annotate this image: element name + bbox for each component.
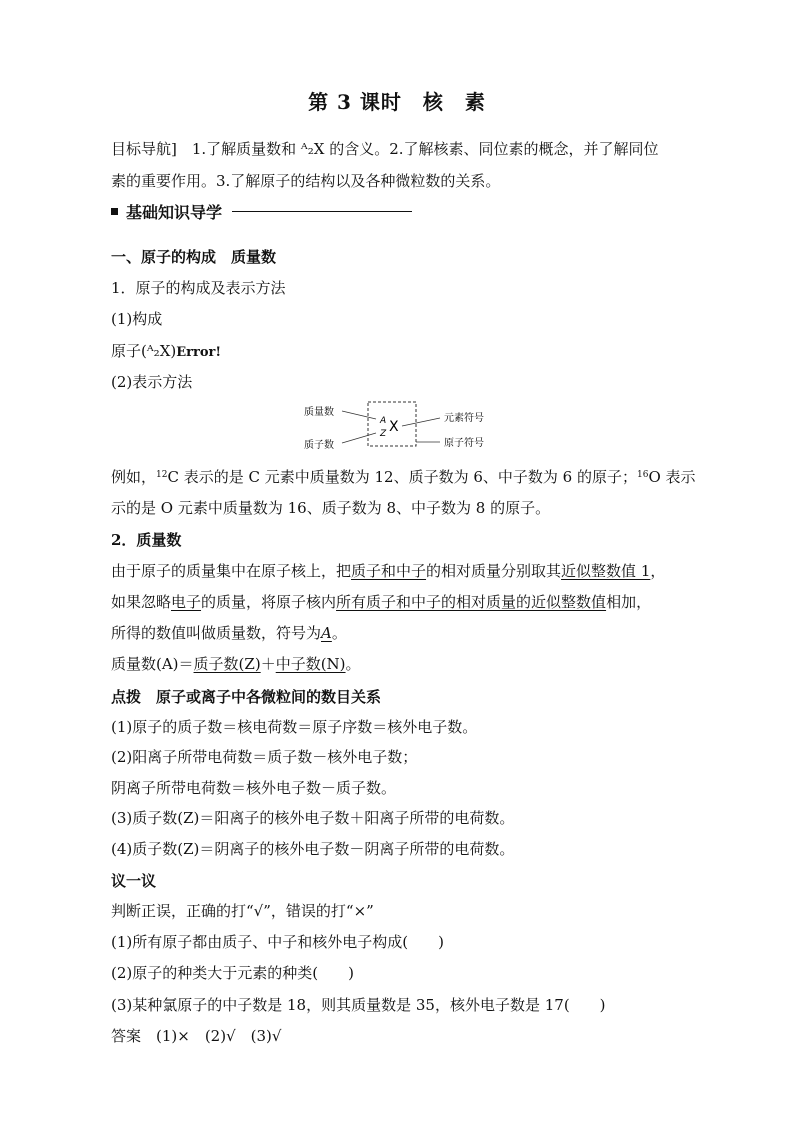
para3-text-a: 所得的数值叫做质量数，符号为: [111, 624, 322, 642]
answer-line: 答案 (1)× (2)√ (3)√: [111, 1027, 282, 1045]
composition-symbol: ᴬ₂X: [146, 342, 171, 360]
element-pointer-line: [402, 418, 440, 426]
question-2: (2)原子的种类大于元素的种类( ): [111, 964, 354, 982]
para2-text-a: 如果忽略: [111, 593, 172, 611]
proton-number-label: 质子数: [304, 440, 334, 451]
mass-number-para-2: [111, 591, 651, 612]
section-heading: [111, 200, 412, 223]
tip-line-1: (1)原子的质子数＝核电荷数＝原子序数＝核外电子数。: [111, 718, 478, 736]
para1-underline-1: 质子和中子: [351, 562, 427, 580]
example-text-a: 例如，: [111, 468, 157, 486]
para1-underline-2: 近似整数值 1: [561, 562, 651, 580]
part2-heading: 2．质量数: [111, 531, 182, 549]
question-1: (1)所有原子都由质子、中子和核外电子构成( ): [111, 933, 444, 951]
tip-line-5: (4)质子数(Z)＝阴离子的核外电子数－阴离子所带的电荷数。: [111, 840, 515, 858]
discuss-heading: 议一议: [111, 872, 157, 890]
composition-line: [111, 340, 221, 361]
part1-sub1: 1．原子的构成及表示方法: [111, 279, 286, 297]
nuclide-notation-diagram: [300, 398, 500, 454]
tip-line-2: (2)阳离子所带电荷数＝质子数－核外电子数；: [111, 748, 418, 766]
element-symbol-label: 元素符号: [444, 413, 484, 424]
example-text-b: C 表示的是 C 元素中质量数为 12、质子数为 6、中子数为 6 的原子；: [167, 468, 637, 486]
part1-item2: (2)表示方法: [111, 373, 193, 391]
tip-line-4: (3)质子数(Z)＝阳离子的核外电子数＋阳离子所带的电荷数。: [111, 809, 515, 827]
example-line-1: [111, 466, 696, 487]
tip-line-3: 阴离子所带电荷数＝核外电子数－质子数。: [111, 779, 397, 797]
para2-text-c: 相加，: [606, 593, 652, 611]
part1-heading: 一、原子的构成 质量数: [111, 248, 277, 266]
para1-text-b: 的相对质量分别取其: [426, 562, 562, 580]
formula-text-a: 质量数(A)＝: [111, 655, 194, 673]
a-letter: A: [380, 416, 387, 426]
atom-symbol-label: 原子符号: [444, 438, 484, 449]
tip-heading: 点拨 原子或离子中各微粒间的数目关系: [111, 688, 382, 706]
part1-item1: (1)构成: [111, 310, 163, 328]
page-title: 第 3 课时 核 素: [308, 90, 486, 114]
objectives-line-2: 素的重要作用。3.了解原子的结构以及各种微粒数的关系。: [111, 172, 501, 190]
para2-underline-1: 电子: [171, 593, 202, 611]
x-letter: X: [389, 419, 399, 435]
discuss-instruction: 判断正误，正确的打“√”，错误的打“×”: [111, 902, 374, 920]
mass-number-para-1: [111, 560, 665, 581]
composition-prefix: 原子(: [111, 342, 147, 360]
example-line-2: 示的是 O 元素中质量数为 16、质子数为 8、中子数为 8 的原子。: [111, 499, 551, 517]
square-bullet-icon: [111, 208, 118, 215]
composition-error: Error!: [176, 345, 222, 360]
formula-underline-2: 中子数(N): [275, 655, 346, 673]
carbon-mass-superscript: 12: [156, 470, 168, 480]
formula-underline-1: 质子数(Z): [193, 655, 261, 673]
oxygen-mass-superscript: 16: [636, 470, 649, 480]
section-heading-text: 基础知识导学: [126, 203, 223, 222]
para3-underline-1: A: [321, 624, 332, 642]
example-text-c: O 表示: [648, 468, 696, 486]
proton-pointer-line: [342, 433, 376, 443]
objectives-line-1: 目标导航] 1.了解质量数和 ᴬ₂X 的含义。2.了解核素、同位素的概念，并了解同位: [111, 140, 659, 158]
para1-text-c: ，: [650, 562, 666, 580]
mass-number-para-3: [111, 622, 347, 643]
z-letter: Z: [380, 429, 387, 439]
para2-underline-2: 所有质子和中子的相对质量的近似整数值: [336, 593, 607, 611]
para2-text-b: 的质量，将原子核内: [201, 593, 337, 611]
mass-number-label: 质量数: [304, 407, 334, 418]
question-3: (3)某种氯原子的中子数是 18，则其质量数是 35，核外电子数是 17( ): [111, 996, 606, 1014]
formula-text-c: 。: [345, 655, 361, 673]
formula-text-b: ＋: [260, 655, 276, 673]
heading-rule: [232, 211, 412, 212]
para3-text-b: 。: [331, 624, 347, 642]
para1-text-a: 由于原子的质量集中在原子核上，把: [111, 562, 352, 580]
mass-number-formula: [111, 653, 361, 674]
composition-suffix: ): [170, 342, 177, 360]
mass-pointer-line: [342, 411, 376, 419]
